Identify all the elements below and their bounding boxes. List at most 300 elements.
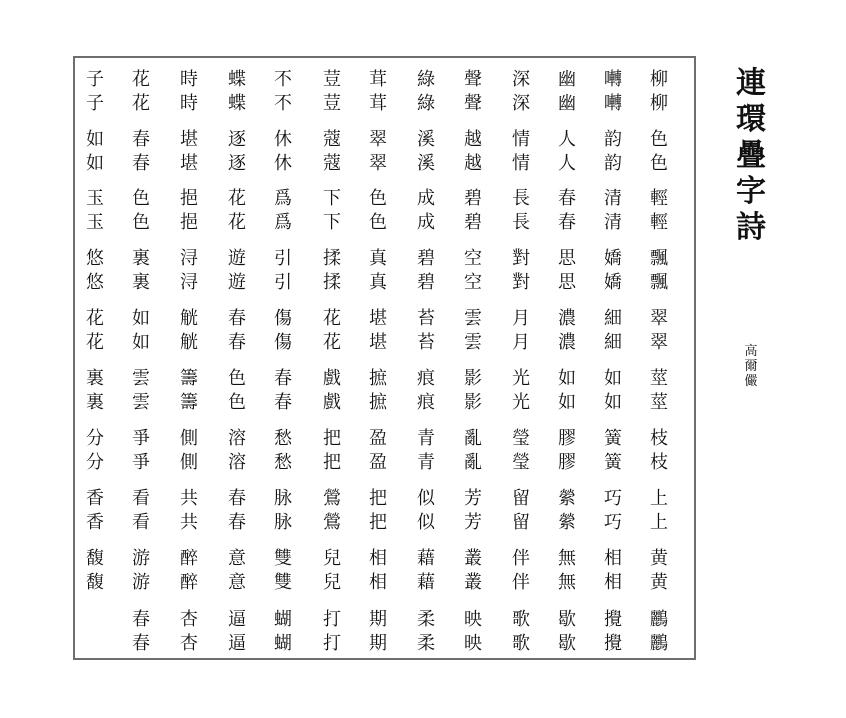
poem-character-pair [263,608,303,656]
poem-character: 馥 [86,548,104,569]
poem-character-pair [169,608,209,656]
poem-character: 膠 [558,452,576,473]
poem-character: 碧 [417,272,435,293]
poem-character: 蔻 [323,153,341,174]
poem-character: 茸 [369,93,387,114]
poem-character: 看 [132,512,150,533]
poem-character-pair [358,187,398,235]
poem-character-pair [593,367,633,415]
poem-character: 蔻 [323,129,341,150]
poem-character: 對 [512,272,530,293]
poem-character-pair [312,187,352,235]
poem-character: 飄 [650,248,668,269]
poem-grid [73,56,696,660]
poem-character-pair [312,608,352,656]
poem-character: 鶯 [323,512,341,533]
poem-character: 映 [464,609,482,630]
poem-character: 亂 [464,452,482,473]
poem-character-pair [547,367,587,415]
poem-character: 叢 [464,548,482,569]
poem-character: 春 [132,609,150,630]
poem-character-pair [263,487,303,535]
poem-character: 聲 [464,69,482,90]
poem-character: 把 [323,428,341,449]
poem-character: 細 [604,332,622,353]
poem-character: 花 [86,308,104,329]
poem-character-pair [169,307,209,355]
poem-character-pair [593,487,633,535]
poem-character: 月 [512,332,530,353]
poem-character: 嬌 [604,272,622,293]
poem-character: 細 [604,308,622,329]
poem-character: 期 [369,609,387,630]
poem-character: 藉 [417,548,435,569]
poem-character: 痕 [417,392,435,413]
poem-character: 簧 [604,452,622,473]
poem-character: 雙 [274,572,292,593]
poem-character-pair [406,187,446,235]
poem-character: 人 [558,129,576,150]
poem-character: 色 [132,188,150,209]
poem-character-pair [593,187,633,235]
poem-character: 深 [512,93,530,114]
poem-character-pair [547,547,587,595]
poem-character: 把 [369,488,387,509]
poem-character: 裏 [132,248,150,269]
poem-character: 堪 [180,153,198,174]
poem-character-pair [453,367,493,415]
poem-character: 茸 [369,69,387,90]
poem-character: 遊 [228,248,246,269]
poem-character: 巧 [604,512,622,533]
poem-character-pair [547,608,587,656]
poem-character: 春 [228,332,246,353]
poem-character-pair [639,427,679,475]
poem-character: 引 [274,272,292,293]
poem-character: 荳 [323,69,341,90]
poem-character-pair [406,608,446,656]
poem-character-pair [547,187,587,235]
poem-character: 玉 [86,188,104,209]
poem-character: 雲 [464,308,482,329]
poem-character-pair [547,487,587,535]
poem-character: 思 [558,248,576,269]
poem-character: 色 [228,392,246,413]
poem-character: 越 [464,129,482,150]
poem-character: 柔 [417,609,435,630]
poem-character: 悠 [86,272,104,293]
poem-character: 荳 [323,93,341,114]
poem-character: 空 [464,248,482,269]
poem-character-pair [501,608,541,656]
poem-character: 如 [604,368,622,389]
poem-character: 堪 [369,308,387,329]
poem-character: 杏 [180,609,198,630]
poem-character: 下 [323,188,341,209]
poem-character: 相 [369,548,387,569]
poem-character: 不 [274,93,292,114]
poem-character: 分 [86,428,104,449]
poem-character-pair [121,487,161,535]
poem-character: 色 [228,368,246,389]
poem-character: 如 [86,129,104,150]
poem-character: 春 [132,153,150,174]
poem-character: 時 [180,93,198,114]
poem-character-pair [501,487,541,535]
poem-character-pair [639,487,679,535]
poem-character: 不 [274,69,292,90]
poem-character: 揉 [323,248,341,269]
poem-character-pair [217,128,257,176]
poem-character: 揉 [323,272,341,293]
poem-character: 苔 [417,332,435,353]
poem-character: 共 [180,488,198,509]
poem-character-pair [263,367,303,415]
poem-character: 共 [180,512,198,533]
poem-character: 戲 [323,392,341,413]
poem-character-pair [75,247,115,295]
poem-character: 期 [369,633,387,654]
poem-character: 幽 [558,93,576,114]
poem-character: 雲 [464,332,482,353]
poem-character: 把 [369,512,387,533]
poem-character: 成 [417,212,435,233]
poem-character-pair [121,547,161,595]
poem-character: 脉 [274,512,292,533]
poem-character-pair [75,367,115,415]
poem-character: 春 [274,392,292,413]
poem-character-pair [406,367,446,415]
poem-character-pair [358,247,398,295]
poem-character: 春 [132,633,150,654]
poem-character: 雲 [132,368,150,389]
poem-character: 傷 [274,332,292,353]
poem-character: 翠 [369,153,387,174]
poem-character-pair [121,68,161,116]
poem-character: 游 [132,548,150,569]
poem-character: 脉 [274,488,292,509]
poem-character: 如 [86,153,104,174]
poem-character: 遊 [228,272,246,293]
poem-character: 色 [369,212,387,233]
poem-character-pair [547,247,587,295]
poem-character: 杏 [180,633,198,654]
poem-character: 下 [323,212,341,233]
poem-character-pair [593,608,633,656]
poem-character: 爭 [132,428,150,449]
poem-character-pair [312,427,352,475]
poem-character: 嬌 [604,248,622,269]
poem-character: 瑩 [512,452,530,473]
poem-character: 越 [464,153,482,174]
poem-character-pair [358,547,398,595]
poem-character-pair [121,367,161,415]
poem-character: 亂 [464,428,482,449]
poem-character-pair [169,68,209,116]
poem-character-pair [406,487,446,535]
poem-character: 攪 [604,633,622,654]
poem-character-pair [639,608,679,656]
poem-character: 逼 [228,609,246,630]
poem-character-pair [263,547,303,595]
poem-character: 飄 [650,272,668,293]
poem-character: 側 [180,452,198,473]
poem-character: 人 [558,153,576,174]
poem-character-pair [547,427,587,475]
poem-character: 盈 [369,428,387,449]
poem-character-pair [217,247,257,295]
poem-character-pair [169,128,209,176]
poem-character-pair [406,307,446,355]
poem-character-pair [639,68,679,116]
poem-character: 如 [558,368,576,389]
poem-character: 空 [464,272,482,293]
poem-character-pair [217,367,257,415]
poem-character-pair [217,427,257,475]
poem-character-pair [169,187,209,235]
poem-character: 愁 [274,452,292,473]
poem-character: 上 [650,488,668,509]
poem-character: 痕 [417,368,435,389]
poem-character-pair [75,68,115,116]
poem-character: 影 [464,368,482,389]
poem-character: 色 [369,188,387,209]
poem-character: 歇 [558,633,576,654]
poem-character: 韵 [604,129,622,150]
poem-character: 無 [558,548,576,569]
poem-character-pair [358,128,398,176]
poem-character-pair [312,128,352,176]
poem-character: 悠 [86,248,104,269]
poem-character: 留 [512,512,530,533]
poem-character-pair [593,68,633,116]
poem-character: 瑩 [512,428,530,449]
poem-character-pair [75,547,115,595]
poem-character: 真 [369,272,387,293]
poem-character: 藉 [417,572,435,593]
poem-character-pair [501,247,541,295]
poem-character: 情 [512,129,530,150]
poem-character: 縈 [558,488,576,509]
poem-character: 清 [604,212,622,233]
poem-character: 把 [323,452,341,473]
poem-character-pair [121,187,161,235]
poem-character-pair [453,427,493,475]
poem-character-pair [593,247,633,295]
poem-character: 香 [86,512,104,533]
poem-character-pair [639,247,679,295]
poem-character: 長 [512,212,530,233]
poem-character-pair [263,128,303,176]
poem-character: 摭 [369,368,387,389]
poem-character-pair [169,367,209,415]
poem-character-pair [169,547,209,595]
poem-character: 韵 [604,153,622,174]
poem-character: 攪 [604,609,622,630]
poem-character: 溶 [228,452,246,473]
poem-character: 縈 [558,512,576,533]
poem-character: 黄 [650,548,668,569]
poem-character: 苔 [417,308,435,329]
poem-character-pair [453,187,493,235]
poem-character-pair [121,307,161,355]
poem-character-pair [169,487,209,535]
poem-character: 膠 [558,428,576,449]
poem-character: 摭 [369,392,387,413]
poem-character: 花 [323,308,341,329]
poem-character: 枝 [650,428,668,449]
poem-character: 相 [369,572,387,593]
poem-character-pair [593,547,633,595]
poem-character-pair [263,247,303,295]
poem-character: 青 [417,452,435,473]
poem-character: 裏 [86,392,104,413]
poem-character: 堪 [369,332,387,353]
poem-character-pair [453,68,493,116]
poem-character: 香 [86,488,104,509]
poem-character: 無 [558,572,576,593]
poem-character-pair [501,128,541,176]
poem-character-pair [169,247,209,295]
poem-character-pair [501,547,541,595]
poem-character: 時 [180,69,198,90]
poem-character: 柔 [417,633,435,654]
poem-character-pair [312,367,352,415]
poem-character: 逐 [228,129,246,150]
poem-character-pair [75,427,115,475]
poem-character: 意 [228,572,246,593]
poem-character-pair [217,608,257,656]
poem-character: 囀 [604,93,622,114]
poem-character-pair [358,367,398,415]
poem-character-pair [501,367,541,415]
poem-author: 高 爾 儼 [744,344,758,389]
poem-character: 柳 [650,69,668,90]
poem-character: 相 [604,572,622,593]
poem-character-pair [217,547,257,595]
poem-character-pair [406,547,446,595]
poem-character: 輕 [650,188,668,209]
poem-character: 色 [650,129,668,150]
poem-character-pair [358,307,398,355]
poem-character: 兒 [323,548,341,569]
poem-character: 相 [604,548,622,569]
poem-character: 歇 [558,609,576,630]
poem-character: 色 [132,212,150,233]
poem-character: 上 [650,512,668,533]
poem-character: 光 [512,368,530,389]
poem-character: 休 [274,129,292,150]
poem-character: 挹 [180,188,198,209]
poem-character: 輕 [650,212,668,233]
poem-character: 子 [86,69,104,90]
poem-character-pair [75,307,115,355]
poem-character: 情 [512,153,530,174]
poem-character: 翠 [369,129,387,150]
poem-character-pair [312,247,352,295]
poem-character: 濃 [558,308,576,329]
poem-character: 堪 [180,129,198,150]
poem-character: 側 [180,428,198,449]
poem-character: 叢 [464,572,482,593]
poem-title: 連 環 疊 字 詩 [736,66,766,245]
poem-character: 鸝 [650,633,668,654]
poem-character: 巧 [604,488,622,509]
poem-character-pair [358,427,398,475]
poem-character: 芳 [464,488,482,509]
poem-character-pair [501,68,541,116]
poem-character: 成 [417,188,435,209]
poem-character: 柳 [650,93,668,114]
poem-character: 子 [86,93,104,114]
poem-character-pair [639,128,679,176]
poem-character-pair [358,68,398,116]
poem-character: 裏 [132,272,150,293]
poem-character: 似 [417,512,435,533]
poem-character: 溶 [228,428,246,449]
poem-character-pair [263,68,303,116]
poem-character-pair [263,427,303,475]
poem-character-pair [263,307,303,355]
poem-character-pair [453,487,493,535]
poem-character: 游 [132,572,150,593]
poem-character-pair [121,608,161,656]
poem-character: 看 [132,488,150,509]
poem-character: 花 [228,188,246,209]
poem-character-pair [358,487,398,535]
poem-character: 逼 [228,633,246,654]
poem-character: 真 [369,248,387,269]
poem-character: 花 [132,69,150,90]
poem-character-pair [312,547,352,595]
poem-character-pair [121,128,161,176]
poem-character: 春 [228,512,246,533]
poem-character-pair [453,608,493,656]
poem-character-pair [593,427,633,475]
poem-character-pair [121,427,161,475]
poem-character: 歌 [512,633,530,654]
poem-character: 籌 [180,368,198,389]
poem-character: 春 [228,308,246,329]
poem-character: 春 [228,488,246,509]
poem-character: 黄 [650,572,668,593]
poem-character: 盈 [369,452,387,473]
poem-character: 芳 [464,512,482,533]
poem-character: 莖 [650,392,668,413]
poem-character: 綠 [417,69,435,90]
poem-character: 裏 [86,368,104,389]
poem-character: 長 [512,188,530,209]
poem-character-pair [358,608,398,656]
poem-character: 爲 [274,212,292,233]
poem-character: 如 [132,332,150,353]
poem-character-pair [263,187,303,235]
poem-character-pair [639,367,679,415]
poem-character: 聲 [464,93,482,114]
poem-character-pair [406,427,446,475]
poem-character: 馥 [86,572,104,593]
poem-character: 清 [604,188,622,209]
poem-character: 如 [604,392,622,413]
poem-character: 愁 [274,428,292,449]
poem-character: 雙 [274,548,292,569]
poem-character: 傷 [274,308,292,329]
poem-character: 映 [464,633,482,654]
poem-character: 打 [323,609,341,630]
poem-character: 鶯 [323,488,341,509]
poem-character: 雲 [132,392,150,413]
poem-character-pair [312,68,352,116]
